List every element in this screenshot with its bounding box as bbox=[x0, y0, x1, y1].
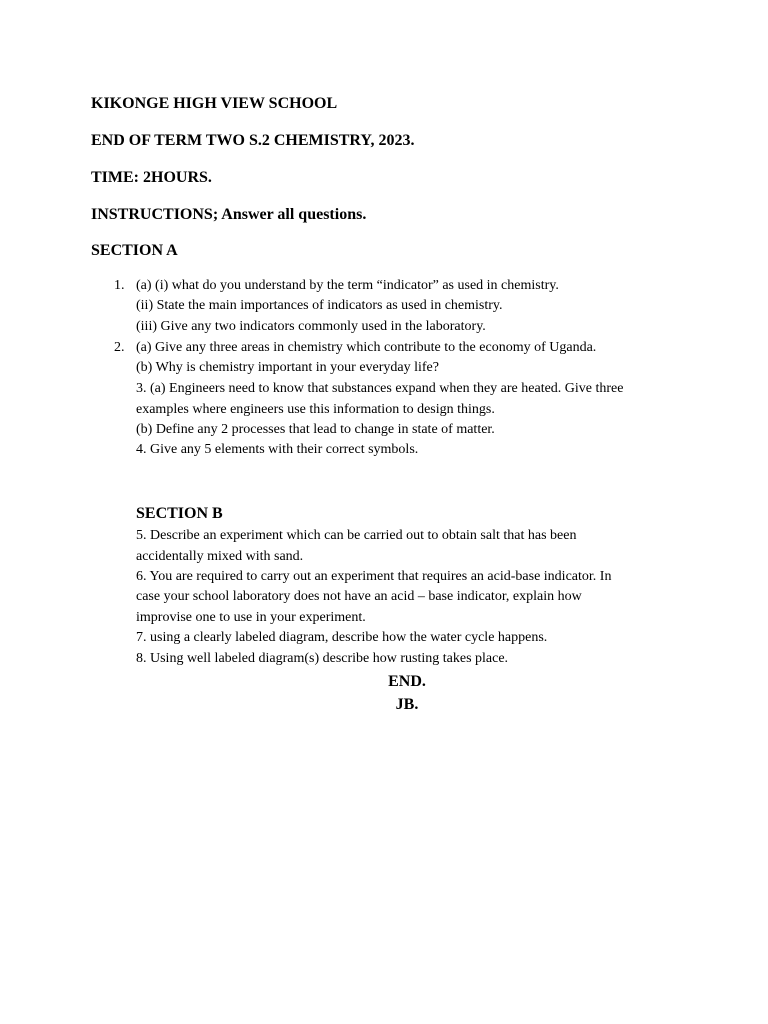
section-b-title: SECTION B bbox=[136, 505, 223, 522]
question-2-line: (a) Give any three areas in chemistry which contribute to the economy of Uganda. bbox=[136, 340, 597, 355]
question-2-line: (b) Why is chemistry important in your everyday life? bbox=[136, 360, 439, 375]
question-1-line: (a) (i) what do you understand by the term “indicator” as used in chemistry. bbox=[136, 278, 559, 293]
exam-instructions: INSTRUCTIONS; Answer all questions. bbox=[91, 206, 367, 223]
question-number-2: 2. bbox=[114, 340, 125, 355]
exam-title: END OF TERM TWO S.2 CHEMISTRY, 2023. bbox=[91, 132, 415, 149]
end-marker: END. bbox=[388, 673, 426, 690]
question-6-line: case your school laboratory does not have an acid – base indicator, explain how bbox=[136, 589, 582, 604]
section-a-title: SECTION A bbox=[91, 242, 178, 259]
question-5-line: 5. Describe an experiment which can be carried out to obtain salt that has been bbox=[136, 528, 577, 543]
school-name: KIKONGE HIGH VIEW SCHOOL bbox=[91, 95, 338, 112]
question-4-line: 4. Give any 5 elements with their correct symbols. bbox=[136, 442, 419, 457]
author-initials: JB. bbox=[395, 696, 419, 713]
question-1-line: (iii) Give any two indicators commonly used in the laboratory. bbox=[136, 319, 486, 334]
question-3-line: 3. (a) Engineers need to know that substances expand when they are heated. Give three bbox=[136, 381, 624, 396]
exam-time: TIME: 2HOURS. bbox=[91, 169, 212, 186]
question-3-line: examples where engineers use this information to design things. bbox=[136, 402, 495, 417]
question-number-1: 1. bbox=[114, 278, 125, 293]
question-1-line: (ii) State the main importances of indicators as used in chemistry. bbox=[136, 298, 503, 313]
question-8-line: 8. Using well labeled diagram(s) describe how rusting takes place. bbox=[136, 651, 509, 666]
question-6-line: 6. You are required to carry out an experiment that requires an acid-base indicator. In bbox=[136, 569, 612, 584]
question-6-line: improvise one to use in your experiment. bbox=[136, 610, 366, 625]
question-7-line: 7. using a clearly labeled diagram, describe how the water cycle happens. bbox=[136, 630, 548, 645]
question-3-line: (b) Define any 2 processes that lead to change in state of matter. bbox=[136, 422, 495, 437]
question-5-line: accidentally mixed with sand. bbox=[136, 549, 304, 564]
